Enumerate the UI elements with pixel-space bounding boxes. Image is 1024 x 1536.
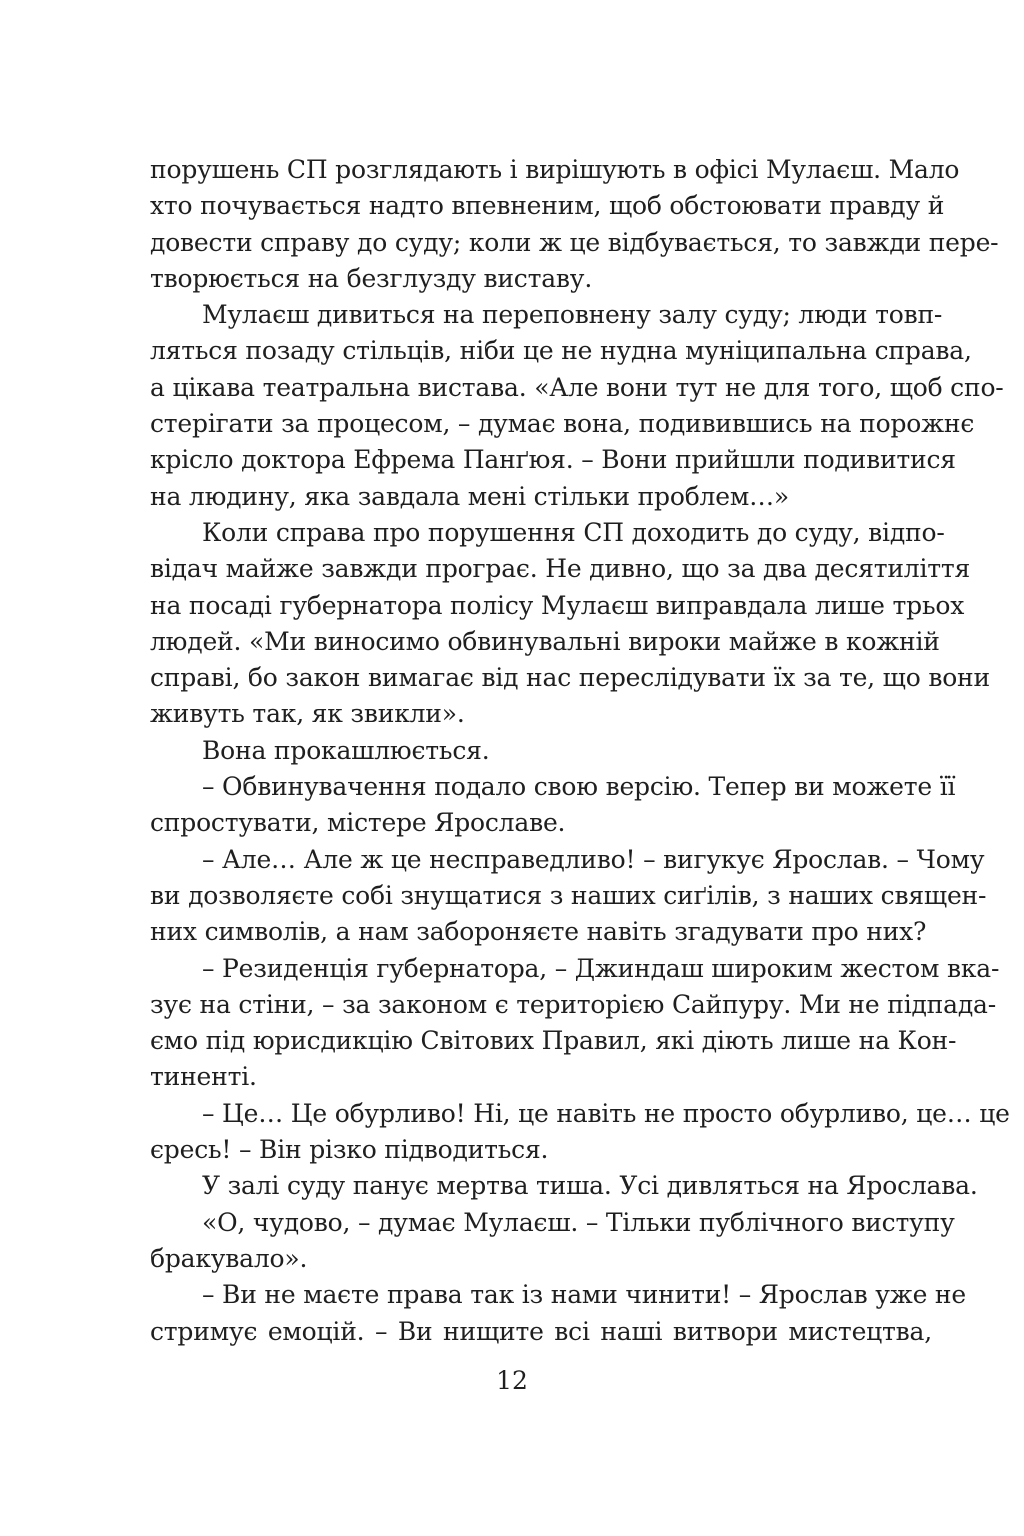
text-line: У залі суду панує мертва тиша. Усі дивляться на Ярослава. — [202, 1171, 978, 1201]
text-line: Коли справа про порушення СП доходить до суду, відпо- — [202, 517, 945, 547]
body-text — [150, 152, 1010, 1350]
text-line: ємо під юрисдикцію Світових Правил, які діють лише на Кон- — [150, 1026, 957, 1056]
text-line: спростувати, містере Ярославе. — [150, 808, 566, 838]
text-line: стримує емоцій. – Ви нищите всі наші витвори мистецтва, — [150, 1316, 932, 1346]
text-line: крісло доктора Ефрема Панґюя. – Вони прийшли подивитися — [150, 445, 956, 475]
text-line: а цікава театральна вистава. «Але вони тут не для того, щоб спо- — [150, 372, 1004, 402]
text-line: довести справу до суду; коли ж це відбувається, то завжди пере- — [150, 227, 999, 257]
text-line: творюється на безглузду виставу. — [150, 263, 593, 293]
text-line: справі, бо закон вимагає від нас переслідувати їх за те, що вони — [150, 663, 990, 693]
text-line: Вона прокашлюється. — [202, 735, 490, 765]
text-line: – Обвинувачення подало свою версію. Тепер ви можете її — [202, 772, 956, 802]
text-line: – Резиденція губернатора, – Джиндаш широким жестом вка- — [202, 953, 1000, 983]
text-line: єресь! – Він різко підводиться. — [150, 1135, 549, 1165]
text-line: зує на стіни, – за законом є територією Сайпуру. Ми не підпада- — [150, 989, 996, 1019]
text-line: стерігати за процесом, – думає вона, подивившись на порожнє — [150, 409, 975, 439]
page-number: 12 — [496, 1366, 528, 1395]
text-line: хто почувається надто впевненим, щоб обстоювати правду й — [150, 191, 945, 221]
text-line: на посаді губернатора полісу Мулаєш виправдала лише трьох — [150, 590, 965, 620]
text-line: них символів, а нам забороняєте навіть згадувати про них? — [150, 917, 927, 947]
text-line: відач майже завжди програє. Не дивно, що за два десятиліття — [150, 554, 971, 584]
text-line: тиненті. — [150, 1062, 257, 1092]
text-line: ляться позаду стільців, ніби це не нудна муніципальна справа, — [150, 336, 972, 366]
text-line: – Це… Це обурливо! Ні, це навіть не просто обурливо, це… це — [202, 1098, 1010, 1128]
text-line: на людину, яка завдала мені стільки проблем…» — [150, 481, 789, 511]
text-line: – Ви не маєте права так із нами чинити! – Ярослав уже не — [202, 1280, 966, 1310]
text-line: ви дозволяєте собі знущатися з наших сиґілів, з наших священ- — [150, 880, 987, 910]
text-line: Мулаєш дивиться на переповнену залу суду; люди товп- — [202, 300, 943, 330]
text-line: людей. «Ми виносимо обвинувальні вироки майже в кожній — [150, 626, 940, 656]
text-line: бракувало». — [150, 1243, 308, 1273]
text-line: «О, чудово, – думає Мулаєш. – Тільки публічного виступу — [202, 1207, 955, 1237]
text-line: – Але… Але ж це несправедливо! – вигукує Ярослав. – Чому — [202, 844, 985, 874]
text-line: порушень СП розглядають і вирішують в офісі Мулаєш. Мало — [150, 155, 960, 184]
text-line: живуть так, як звикли». — [150, 699, 465, 729]
